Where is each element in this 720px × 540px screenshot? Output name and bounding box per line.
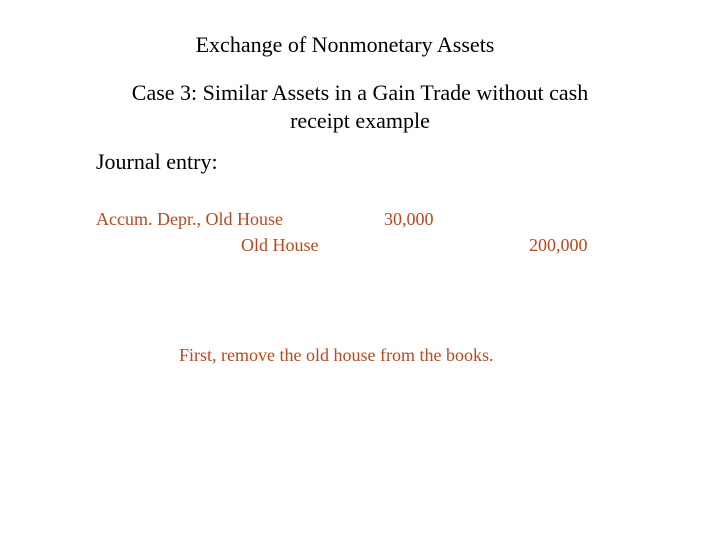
case-subtitle-line-1: Case 3: Similar Assets in a Gain Trade without cash xyxy=(131,80,589,105)
credit-amount: 200,000 xyxy=(529,235,588,255)
credit-account-name: Old House xyxy=(241,235,319,255)
case-subtitle xyxy=(60,79,660,135)
journal-entry-label: Journal entry: xyxy=(96,149,218,174)
explanation-note: First, remove the old house from the books. xyxy=(179,345,494,365)
slide-title: Exchange of Nonmonetary Assets xyxy=(195,32,495,57)
case-subtitle-line-2: receipt example xyxy=(290,108,430,133)
debit-amount: 30,000 xyxy=(384,209,434,229)
debit-account-name: Accum. Depr., Old House xyxy=(96,209,283,229)
